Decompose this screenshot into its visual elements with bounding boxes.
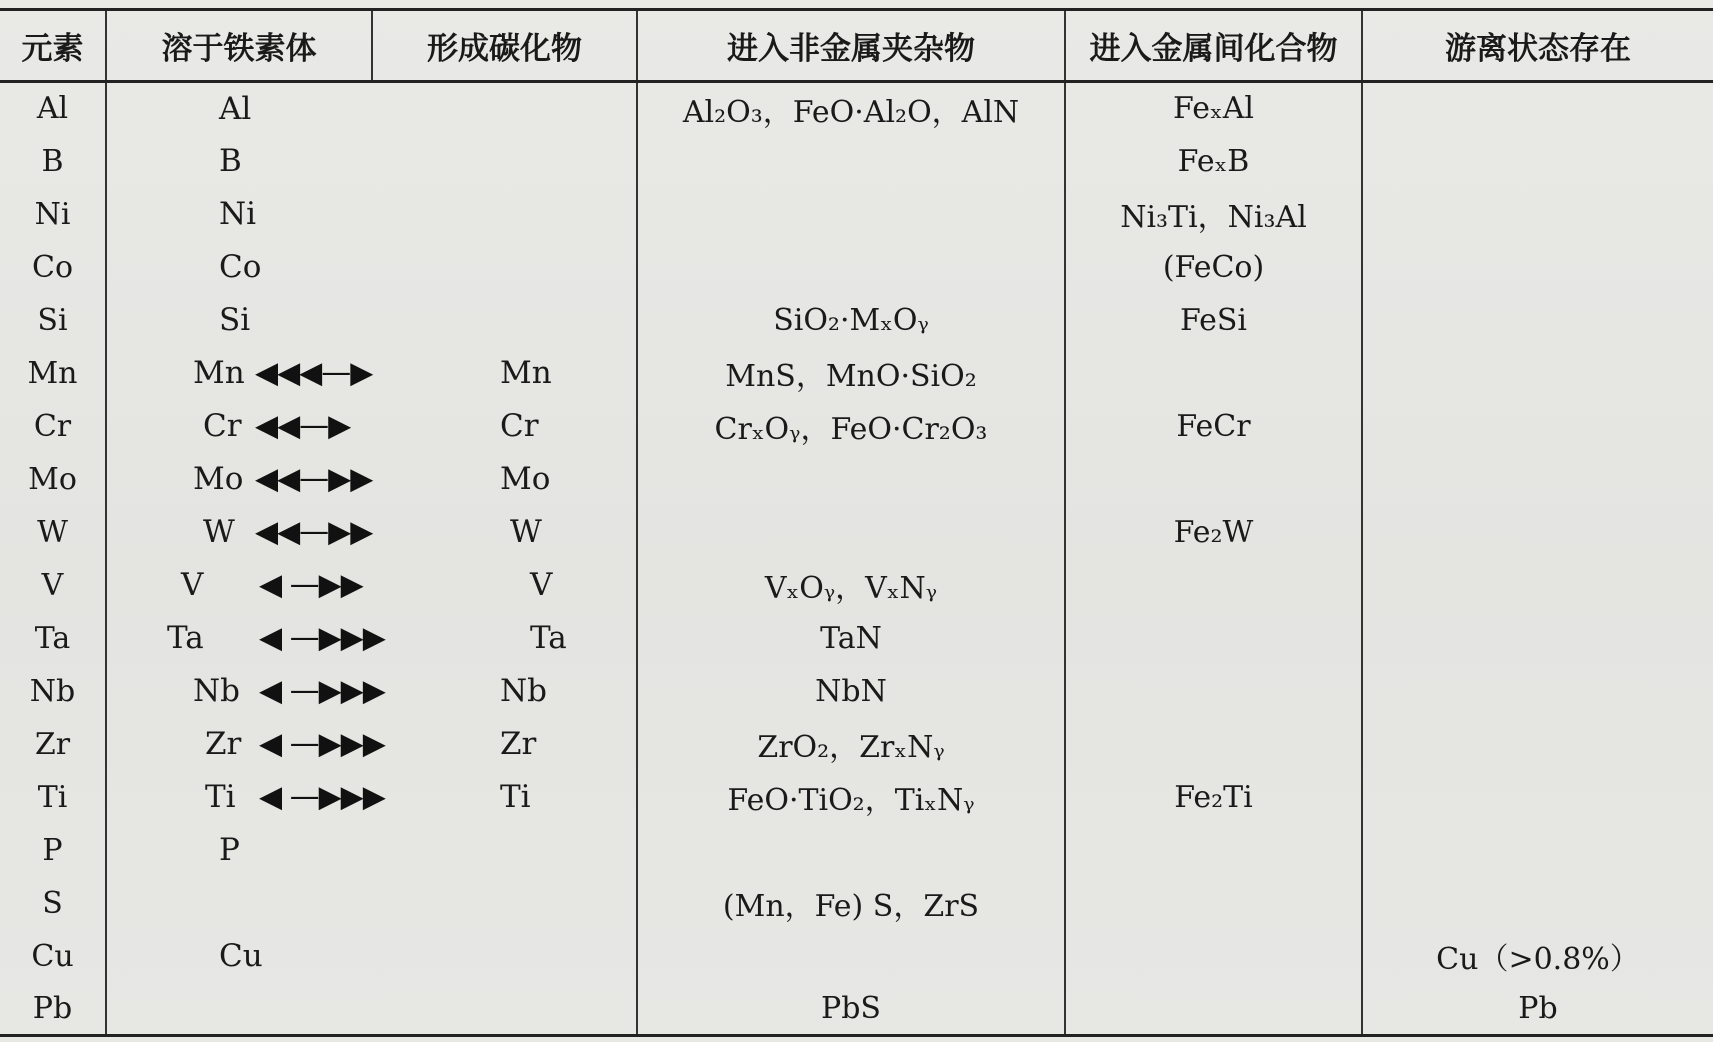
header-nonmetal-inclusion: 进入非金属夹杂物	[637, 10, 1065, 82]
ferrite-cell	[106, 771, 385, 824]
element-cell: Al	[0, 82, 106, 135]
carbide-value: Nb	[500, 673, 547, 709]
header-intermetallic: 进入金属间化合物	[1065, 10, 1362, 82]
free-state-cell: Pb	[1362, 983, 1713, 1036]
free-state-cell	[1362, 771, 1713, 824]
table-row	[0, 135, 1713, 188]
table-row	[0, 506, 1713, 559]
table-row	[0, 930, 1713, 983]
inclusion-cell	[637, 506, 1065, 559]
ferrite-cell	[106, 135, 372, 188]
element-cell: Co	[0, 241, 106, 294]
inclusion-cell: (Mn，Fe) S，ZrS	[637, 877, 1065, 930]
element-cell: W	[0, 506, 106, 559]
intermetallic-cell: FeCr	[1065, 400, 1362, 453]
intermetallic-cell	[1065, 347, 1362, 400]
free-state-cell	[1362, 877, 1713, 930]
intermetallic-cell: Fe₂Ti	[1065, 771, 1362, 824]
carbide-value: Ti	[500, 779, 531, 815]
intermetallic-cell: FeSi	[1065, 294, 1362, 347]
solute-value: Ni	[219, 196, 257, 232]
solute-value: Mo	[193, 461, 244, 497]
element-cell: Cr	[0, 400, 106, 453]
carbide-cell	[372, 347, 637, 400]
table-row	[0, 877, 1713, 930]
header-dissolve-ferrite: 溶于铁素体	[106, 10, 372, 82]
ferrite-cell	[106, 400, 372, 453]
carbide-cell	[372, 930, 637, 983]
free-state-cell	[1362, 188, 1713, 241]
element-cell: Ni	[0, 188, 106, 241]
solute-value: W	[203, 514, 235, 550]
intermetallic-cell	[1065, 559, 1362, 612]
tendency-arrows: ◀ —▶▶▶	[259, 779, 385, 815]
intermetallic-cell: (FeCo)	[1065, 241, 1362, 294]
ferrite-cell	[106, 294, 372, 347]
solute-value: Al	[219, 90, 252, 127]
solute-value: Ti	[205, 779, 236, 815]
ferrite-cell	[106, 824, 372, 877]
carbide-value: Zr	[500, 726, 537, 762]
table-row	[0, 82, 1713, 135]
free-state-cell: Cu（>0.8%）	[1436, 942, 1640, 977]
solute-value: Si	[219, 302, 251, 338]
table-row	[0, 665, 1713, 718]
carbide-cell	[372, 771, 637, 824]
intermetallic-cell: Fe₂W	[1065, 506, 1362, 559]
intermetallic-cell: Ni₃Ti，Ni₃Al	[1065, 188, 1362, 241]
table-row	[0, 241, 1713, 294]
intermetallic-cell	[1065, 718, 1362, 771]
solute-value: B	[219, 143, 242, 179]
free-state-cell	[1362, 241, 1713, 294]
element-cell: Ta	[0, 612, 106, 665]
element-cell: Nb	[0, 665, 106, 718]
intermetallic-cell	[1065, 983, 1362, 1036]
carbide-cell	[372, 877, 637, 930]
carbide-value: V	[530, 567, 553, 603]
inclusion-cell: FeO·TiO₂，TiₓNᵧ	[637, 771, 1065, 824]
carbide-value: Mo	[500, 461, 551, 497]
ferrite-cell	[106, 612, 385, 665]
inclusion-cell: MnS，MnO·SiO₂	[637, 347, 1065, 400]
element-cell: Cu	[0, 930, 106, 983]
element-cell: Ti	[0, 771, 106, 824]
intermetallic-cell: FeₓB	[1065, 135, 1362, 188]
solute-value: Cr	[203, 408, 242, 444]
carbide-cell	[372, 824, 637, 877]
intermetallic-cell	[1065, 930, 1362, 983]
solute-value: Zr	[205, 726, 242, 762]
ferrite-cell	[106, 559, 372, 612]
solute-value: Cu	[219, 938, 263, 974]
tendency-arrows: ◀◀—▶	[255, 408, 351, 444]
element-cell: Mn	[0, 347, 106, 400]
free-state-cell	[1362, 559, 1713, 612]
free-state-cell	[1362, 347, 1713, 400]
solute-value: P	[219, 832, 240, 868]
solute-value: V	[181, 567, 204, 603]
free-state-cell	[1362, 135, 1713, 188]
table-row	[0, 453, 1713, 506]
inclusion-cell	[637, 188, 1065, 241]
carbide-cell	[372, 294, 637, 347]
header-form-carbide: 形成碳化物	[372, 10, 637, 82]
carbide-cell	[372, 718, 637, 771]
header-free-state: 游离状态存在	[1362, 10, 1713, 82]
intermetallic-cell	[1065, 824, 1362, 877]
table-row	[0, 188, 1713, 241]
free-state-cell	[1362, 612, 1713, 665]
table-row	[0, 612, 1713, 665]
carbide-cell	[372, 453, 637, 506]
inclusion-cell: PbS	[637, 983, 1065, 1036]
table-row	[0, 983, 1713, 1036]
inclusion-cell: CrₓOᵧ，FeO·Cr₂O₃	[637, 400, 1065, 453]
free-state-cell	[1362, 718, 1713, 771]
solute-value: Ta	[167, 620, 204, 656]
tendency-arrows: ◀ —▶▶▶	[259, 673, 385, 709]
element-cell: P	[0, 824, 106, 877]
ferrite-cell	[106, 241, 372, 294]
free-state-cell	[1362, 400, 1713, 453]
ferrite-cell	[106, 347, 372, 400]
carbide-cell	[372, 612, 637, 665]
carbide-cell	[372, 400, 637, 453]
intermetallic-cell: FeₓAl	[1065, 82, 1362, 135]
solute-value: Nb	[193, 673, 240, 709]
element-cell: Mo	[0, 453, 106, 506]
free-state-cell	[1362, 824, 1713, 877]
ferrite-cell	[106, 718, 385, 771]
carbide-cell	[372, 983, 637, 1036]
carbide-value: Ta	[530, 620, 567, 656]
table-row	[0, 559, 1713, 612]
carbide-cell	[372, 188, 637, 241]
inclusion-cell: ZrO₂，ZrₓNᵧ	[637, 718, 1065, 771]
carbide-value: W	[510, 514, 542, 550]
intermetallic-cell	[1065, 612, 1362, 665]
tendency-arrows: ◀◀—▶▶	[255, 514, 373, 550]
tendency-arrows: ◀◀◀—▶	[255, 355, 373, 391]
inclusion-cell	[637, 241, 1065, 294]
ferrite-cell	[106, 506, 372, 559]
header-row	[0, 10, 1713, 82]
carbide-value: Mn	[500, 355, 552, 391]
solute-value: Mn	[193, 355, 245, 391]
inclusion-cell	[637, 824, 1065, 877]
tendency-arrows: ◀ —▶▶▶	[259, 726, 385, 762]
inclusion-cell	[637, 930, 1065, 983]
free-state-cell	[1362, 453, 1713, 506]
tendency-arrows: ◀ —▶▶	[259, 567, 363, 603]
ferrite-cell	[106, 930, 372, 983]
inclusion-cell	[637, 453, 1065, 506]
ferrite-cell	[106, 453, 372, 506]
ferrite-cell	[106, 983, 372, 1036]
ferrite-cell	[106, 877, 372, 930]
intermetallic-cell	[1065, 877, 1362, 930]
element-cell: Si	[0, 294, 106, 347]
intermetallic-cell	[1065, 453, 1362, 506]
intermetallic-cell	[1065, 665, 1362, 718]
element-cell: S	[0, 877, 106, 930]
carbide-cell	[372, 135, 637, 188]
table-row	[0, 771, 1713, 824]
table-row	[0, 824, 1713, 877]
tendency-arrows: ◀◀—▶▶	[255, 461, 373, 497]
solute-value: Co	[219, 249, 262, 285]
carbide-cell	[372, 665, 637, 718]
carbide-value: Cr	[500, 408, 539, 444]
free-state-cell	[1362, 294, 1713, 347]
ferrite-cell	[106, 665, 385, 718]
alloy-element-table	[0, 8, 1713, 1037]
inclusion-cell	[637, 135, 1065, 188]
inclusion-cell: NbN	[637, 665, 1065, 718]
ferrite-cell	[106, 188, 372, 241]
ferrite-cell	[106, 82, 372, 135]
table-row	[0, 347, 1713, 400]
carbide-cell	[372, 82, 637, 135]
element-cell: Pb	[0, 983, 106, 1036]
header-element: 元素	[0, 10, 106, 82]
carbide-cell	[372, 559, 637, 612]
free-state-cell	[1362, 506, 1713, 559]
inclusion-cell: VₓOᵧ，VₓNᵧ	[637, 559, 1065, 612]
carbide-cell	[372, 241, 637, 294]
inclusion-cell: SiO₂·MₓOᵧ	[637, 294, 1065, 347]
table-row	[0, 400, 1713, 453]
carbide-cell	[372, 506, 637, 559]
free-state-cell	[1362, 665, 1713, 718]
element-cell: Zr	[0, 718, 106, 771]
element-cell: V	[0, 559, 106, 612]
table-row	[0, 294, 1713, 347]
element-cell: B	[0, 135, 106, 188]
free-state-cell	[1362, 82, 1713, 135]
inclusion-cell: TaN	[637, 612, 1065, 665]
table-row	[0, 718, 1713, 771]
inclusion-cell: Al₂O₃，FeO·Al₂O，AlN	[637, 82, 1065, 135]
tendency-arrows: ◀ —▶▶▶	[259, 620, 385, 656]
